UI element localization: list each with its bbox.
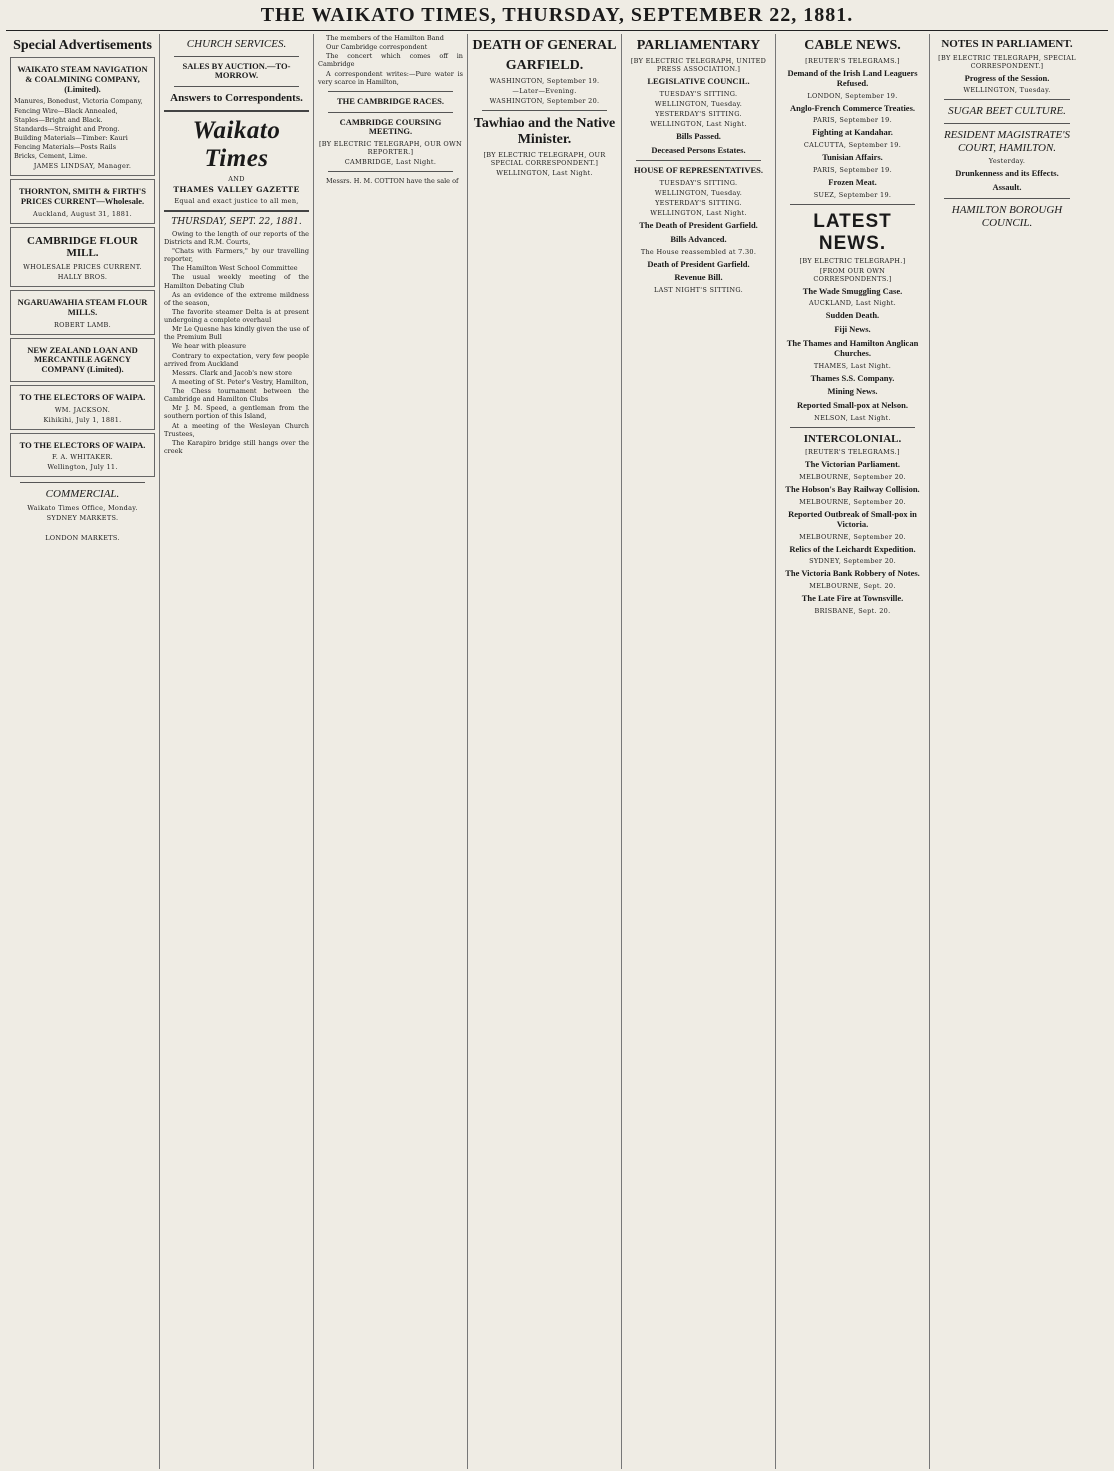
victorian-parliament-dateline: MELBOURNE, September 20.: [799, 473, 906, 482]
paper-and: AND: [228, 174, 245, 183]
paragraph-lead: We hear with pleasure: [172, 342, 247, 351]
divider: [944, 123, 1070, 124]
death-header-2: Death of President Garfield.: [647, 258, 750, 269]
advert-line: Bricks, Cement, Lime.: [14, 152, 88, 161]
column-2: [160, 34, 314, 1469]
advert-title: THORNTON, SMITH & FIRTH'S PRICES CURRENT—Wholesale.: [18, 186, 147, 207]
advert-line: Fencing Materials—Posts Rails: [14, 143, 117, 152]
paragraph-lead: A meeting of St. Peter's Vestry, Hamilton,: [172, 377, 309, 386]
paragraph-lead: The members of the Hamilton Band: [326, 34, 444, 42]
garfield-dateline-1: WASHINGTON, September 19.: [489, 77, 600, 86]
resident-magistrate-header: RESIDENT MAGISTRATE'S COURT, HAMILTON.: [943, 129, 1071, 154]
advert-date: Kihikihi, July 1, 1881.: [43, 415, 122, 424]
cable-news-header: CABLE NEWS.: [804, 38, 901, 53]
divider: [944, 99, 1070, 100]
paper-motto: Equal and exact justice to all men,: [174, 196, 299, 205]
victoria-bank-header: The Victoria Bank Robbery of Notes.: [785, 568, 920, 579]
tawhiao-dateline: WELLINGTON, Last Night.: [496, 169, 593, 178]
hobson-dateline: MELBOURNE, September 20.: [799, 497, 906, 506]
garfield-later: —Later—Evening.: [512, 87, 577, 96]
divider: [790, 427, 915, 428]
intercolonial-header: INTERCOLONIAL.: [803, 432, 902, 445]
coursing-header: CAMBRIDGE COURSING MEETING.: [339, 116, 442, 137]
parliamentary-header: PARLIAMENTARY: [636, 38, 761, 53]
mining-header: Mining News.: [827, 386, 878, 397]
advert-title: TO THE ELECTORS OF WAIPA.: [19, 439, 146, 450]
sugar-beet-header: SUGAR BEET CULTURE.: [948, 105, 1066, 118]
irish-dateline: LONDON, September 19.: [807, 91, 898, 100]
paragraph-lead: A correspondent writes:—Pure water is very scarce in Hamilton,: [318, 69, 463, 86]
bills-passed: Bills Passed.: [676, 130, 721, 141]
garfield-title-2: GARFIELD.: [505, 58, 584, 74]
sudden-death-header: Sudden Death.: [825, 310, 880, 321]
advert-title: CAMBRIDGE FLOUR MILL.: [27, 234, 138, 260]
races-header: THE CAMBRIDGE RACES.: [337, 95, 444, 106]
thames-churches-header: The Thames and Hamilton Anglican Churches.: [786, 337, 919, 358]
commercial-subheader: Waikato Times Office, Monday.: [27, 504, 138, 513]
column-3: [314, 34, 468, 1469]
fighting-dateline: CALCUTTA, September 19.: [803, 141, 902, 150]
anglo-header: Anglo-French Commerce Treaties.: [789, 102, 916, 113]
double-rule: [164, 110, 309, 112]
advert-signature: F. A. WHITAKER.: [51, 453, 114, 462]
advert-line: Building Materials—Timber: Kauri: [14, 133, 128, 142]
paragraph-lead: The Karapiro bridge still hangs over the creek: [164, 438, 309, 455]
tawhiao-subheader: [BY ELECTRIC TELEGRAPH, OUR SPECIAL CORRESPONDENT.]: [483, 151, 606, 168]
advert-subtitle: WHOLESALE PRICES CURRENT.: [23, 263, 142, 272]
council-dateline: WELLINGTON, Tuesday.: [654, 99, 743, 108]
advert-signature: JAMES LINDSAY, Manager.: [33, 162, 132, 171]
leichardt-dateline: SYDNEY, September 20.: [809, 557, 896, 566]
bills-advanced: Bills Advanced.: [670, 233, 727, 244]
thames-dateline: THAMES, Last Night.: [813, 361, 892, 370]
house-header: HOUSE OF REPRESENTATIVES.: [633, 165, 764, 176]
special-advertisements-header: Special Advertisements: [13, 38, 152, 53]
house-yesterday-dateline: WELLINGTON, Last Night.: [650, 209, 747, 218]
divider: [328, 171, 453, 172]
council-tuesday: TUESDAY'S SITTING.: [659, 89, 738, 98]
paragraph-lead: Our Cambridge correspondent: [326, 43, 428, 52]
garfield-title-1: DEATH OF GENERAL: [472, 38, 617, 53]
fiji-header: Fiji News.: [834, 324, 871, 335]
parliamentary-subheader: [BY ELECTRIC TELEGRAPH, UNITED PRESS ASSOCIATION.]: [630, 57, 767, 74]
advert-steam-navigation: [10, 57, 155, 176]
council-last-night: WELLINGTON, Last Night.: [650, 119, 747, 128]
paragraph-lead: The usual weekly meeting of the Hamilton Debating Club: [164, 273, 309, 290]
divider: [944, 198, 1070, 199]
paper-title: Waikato Times: [192, 116, 281, 172]
paragraph-lead: Mr J. M. Speed, a gentleman from the southern portion of this Island,: [164, 404, 309, 421]
paragraph-lead: At a meeting of the Wesleyan Church Trustees,: [164, 421, 309, 438]
smallpox-dateline: NELSON, Last Night.: [814, 413, 891, 422]
notes-subheader: [BY ELECTRIC TELEGRAPH, SPECIAL CORRESPONDENT.]: [938, 53, 1076, 70]
advert-signature: WM. JACKSON.: [54, 405, 111, 414]
wade-header: The Wade Smuggling Case.: [802, 285, 903, 296]
latest-subheader-2: [FROM OUR OWN CORRESPONDENTS.]: [813, 266, 892, 283]
advert-title: NGARUAWAHIA STEAM FLOUR MILLS.: [17, 297, 148, 317]
tunisian-header: Tunisian Affairs.: [822, 152, 883, 163]
tawhiao-header: Tawhiao and the Native Minister.: [473, 116, 616, 148]
columns: [6, 34, 1108, 1469]
yesterday-header: Yesterday.: [988, 157, 1026, 166]
paragraph-lead: The Chess tournament between the Cambridge and Hamilton Clubs: [164, 387, 309, 404]
double-rule: [164, 210, 309, 212]
house-tuesday: TUESDAY'S SITTING.: [659, 179, 738, 188]
paragraph-lead: Messrs. Clark and Jacob's new store: [172, 368, 292, 377]
paragraph-lead: The favorite steamer Delta is at present undergoing a complete overhaul: [164, 307, 309, 325]
sydney-markets-header: SYDNEY MARKETS.: [46, 514, 119, 523]
masthead-title: THE WAIKATO TIMES, THURSDAY, SEPTEMBER 22, 1881.: [260, 3, 854, 26]
anglo-dateline: PARIS, September 19.: [813, 116, 892, 125]
commercial-header: COMMERCIAL.: [45, 488, 120, 501]
latest-subheader: [BY ELECTRIC TELEGRAPH.]: [799, 256, 906, 265]
divider: [174, 86, 299, 87]
coursing-dateline: CAMBRIDGE, Last Night.: [344, 158, 437, 167]
outbreak-dateline: MELBOURNE, September 20.: [799, 532, 906, 541]
divider: [328, 112, 453, 113]
death-header: The Death of President Garfield.: [639, 220, 758, 231]
column-4: [468, 34, 622, 1469]
advert-line: Standards—Straight and Prong.: [14, 124, 120, 133]
intercolonial-subheader: [REUTER'S TELEGRAMS.]: [805, 448, 900, 457]
thames-company-header: Thames S.S. Company.: [810, 372, 895, 383]
column-1: [6, 34, 160, 1469]
masthead: [6, 0, 1108, 31]
progress-header: Progress of the Session.: [964, 72, 1050, 83]
column-7: [930, 34, 1084, 1469]
last-night-sitting: LAST NIGHT'S SITTING.: [653, 286, 744, 295]
divider: [20, 482, 145, 483]
column-6: [776, 34, 930, 1469]
church-services-header: CHURCH SERVICES.: [186, 38, 287, 50]
house-yesterday: YESTERDAY'S SITTING.: [655, 199, 742, 208]
advert-loan-agency: [10, 338, 155, 382]
divider: [482, 110, 607, 111]
assault-header: Assault.: [992, 182, 1022, 193]
council-header: LEGISLATIVE COUNCIL.: [647, 76, 750, 87]
paragraph-lead: Contrary to expectation, very few people arrived from Auckland: [164, 351, 309, 368]
victoria-bank-dateline: MELBOURNE, Sept. 20.: [809, 582, 896, 591]
advert-line: Staples—Bright and Black.: [14, 115, 103, 124]
paragraph-lead: The Hamilton West School Committee: [172, 264, 298, 273]
divider: [328, 91, 453, 92]
advert-flour-mill: [10, 227, 155, 287]
advert-prices-current: [10, 179, 155, 224]
advert-line: Manures, Bonedust, Victoria Company,: [14, 97, 143, 106]
advert-title: TO THE ELECTORS OF WAIPA.: [19, 391, 146, 402]
house-dateline: WELLINGTON, Tuesday.: [654, 189, 743, 198]
paragraph-lead: As an evidence of the extreme mildness of the season,: [164, 290, 309, 307]
advert-title: WAIKATO STEAM NAVIGATION & COALMINING COMPANY, (Limited).: [17, 64, 148, 94]
advert-electors-whitaker: [10, 433, 155, 478]
paper-subtitle: THAMES VALLEY GAZETTE: [173, 184, 300, 194]
deceased-persons: Deceased Persons Estates.: [651, 144, 746, 155]
leichardt-header: Relics of the Leichardt Expedition.: [789, 543, 916, 554]
coursing-subheader: [BY ELECTRIC TELEGRAPH, OUR OWN REPORTER.]: [318, 140, 463, 157]
advert-signature: ROBERT LAMB.: [53, 320, 112, 329]
divider: [174, 56, 299, 57]
paragraph-lead: The concert which comes off in Cambridge: [318, 52, 463, 69]
advert-date: Auckland, August 31, 1881.: [33, 209, 132, 218]
paragraph-lead: "Chats with Farmers," by our travelling reporter,: [164, 247, 309, 264]
townsville-dateline: BRISBANE, Sept. 20.: [814, 606, 891, 615]
victorian-parliament-header: The Victorian Parliament.: [804, 459, 901, 470]
progress-dateline: WELLINGTON, Tuesday.: [963, 86, 1051, 95]
paragraph-lead: Messrs. H. M. COTTON have the sale of: [326, 177, 459, 186]
irish-header: Demand of the Irish Land Leaguers Refused.: [787, 68, 918, 88]
house-resumed: The House reassembled at 7.30.: [640, 247, 757, 256]
london-markets-header: LONDON MARKETS.: [45, 533, 120, 542]
divider: [790, 204, 915, 205]
hobson-header: The Hobson's Bay Railway Collision.: [785, 484, 920, 495]
issue-date: THURSDAY, SEPT. 22, 1881.: [171, 216, 302, 227]
council-yesterday: YESTERDAY'S SITTING.: [655, 109, 742, 118]
column-5: [622, 34, 776, 1469]
advert-date: Wellington, July 11.: [47, 463, 118, 472]
latest-news-header: LATEST NEWS.: [813, 210, 892, 254]
advert-electors-jackson: [10, 385, 155, 430]
body-text: [10, 524, 155, 532]
advert-signature: HALLY BROS.: [57, 273, 108, 282]
cable-subheader: [REUTER'S TELEGRAMS.]: [805, 57, 900, 66]
smallpox-header: Reported Small-pox at Nelson.: [797, 400, 908, 411]
frozen-header: Frozen Meat.: [828, 176, 877, 187]
outbreak-header: Reported Outbreak of Small-pox in Victoria.: [788, 508, 917, 529]
tunisian-dateline: PARIS, September 19.: [813, 165, 892, 174]
paragraph-lead: Owing to the length of our reports of the Districts and R.M. Courts,: [164, 229, 309, 246]
drunkenness-header: Drunkenness and its Effects.: [955, 168, 1059, 179]
revenue-bill: Revenue Bill.: [674, 272, 723, 283]
auction-header: SALES BY AUCTION.—TO-MORROW.: [182, 60, 291, 81]
divider: [636, 160, 761, 161]
advert-ngaruawahia-mills: [10, 290, 155, 335]
fighting-header: Fighting at Kandahar.: [812, 127, 893, 138]
advert-line: Fencing Wire—Black Annealed,: [14, 106, 118, 115]
answers-header: Answers to Correspondents.: [170, 92, 303, 105]
advert-title: NEW ZEALAND LOAN AND MERCANTILE AGENCY COMPANY (Limited).: [27, 344, 138, 375]
wade-dateline: AUCKLAND, Last Night.: [808, 299, 897, 308]
garfield-dateline-2: WASHINGTON, September 20.: [489, 97, 600, 106]
frozen-dateline: SUEZ, September 19.: [813, 190, 892, 199]
notes-parliament-header: NOTES IN PARLIAMENT.: [941, 38, 1073, 50]
townsville-header: The Late Fire at Townsville.: [801, 593, 904, 604]
hamilton-council-header: HAMILTON BOROUGH COUNCIL.: [951, 203, 1063, 229]
paragraph-lead: Mr Le Quesne has kindly given the use of the Premium Bull: [164, 325, 309, 342]
